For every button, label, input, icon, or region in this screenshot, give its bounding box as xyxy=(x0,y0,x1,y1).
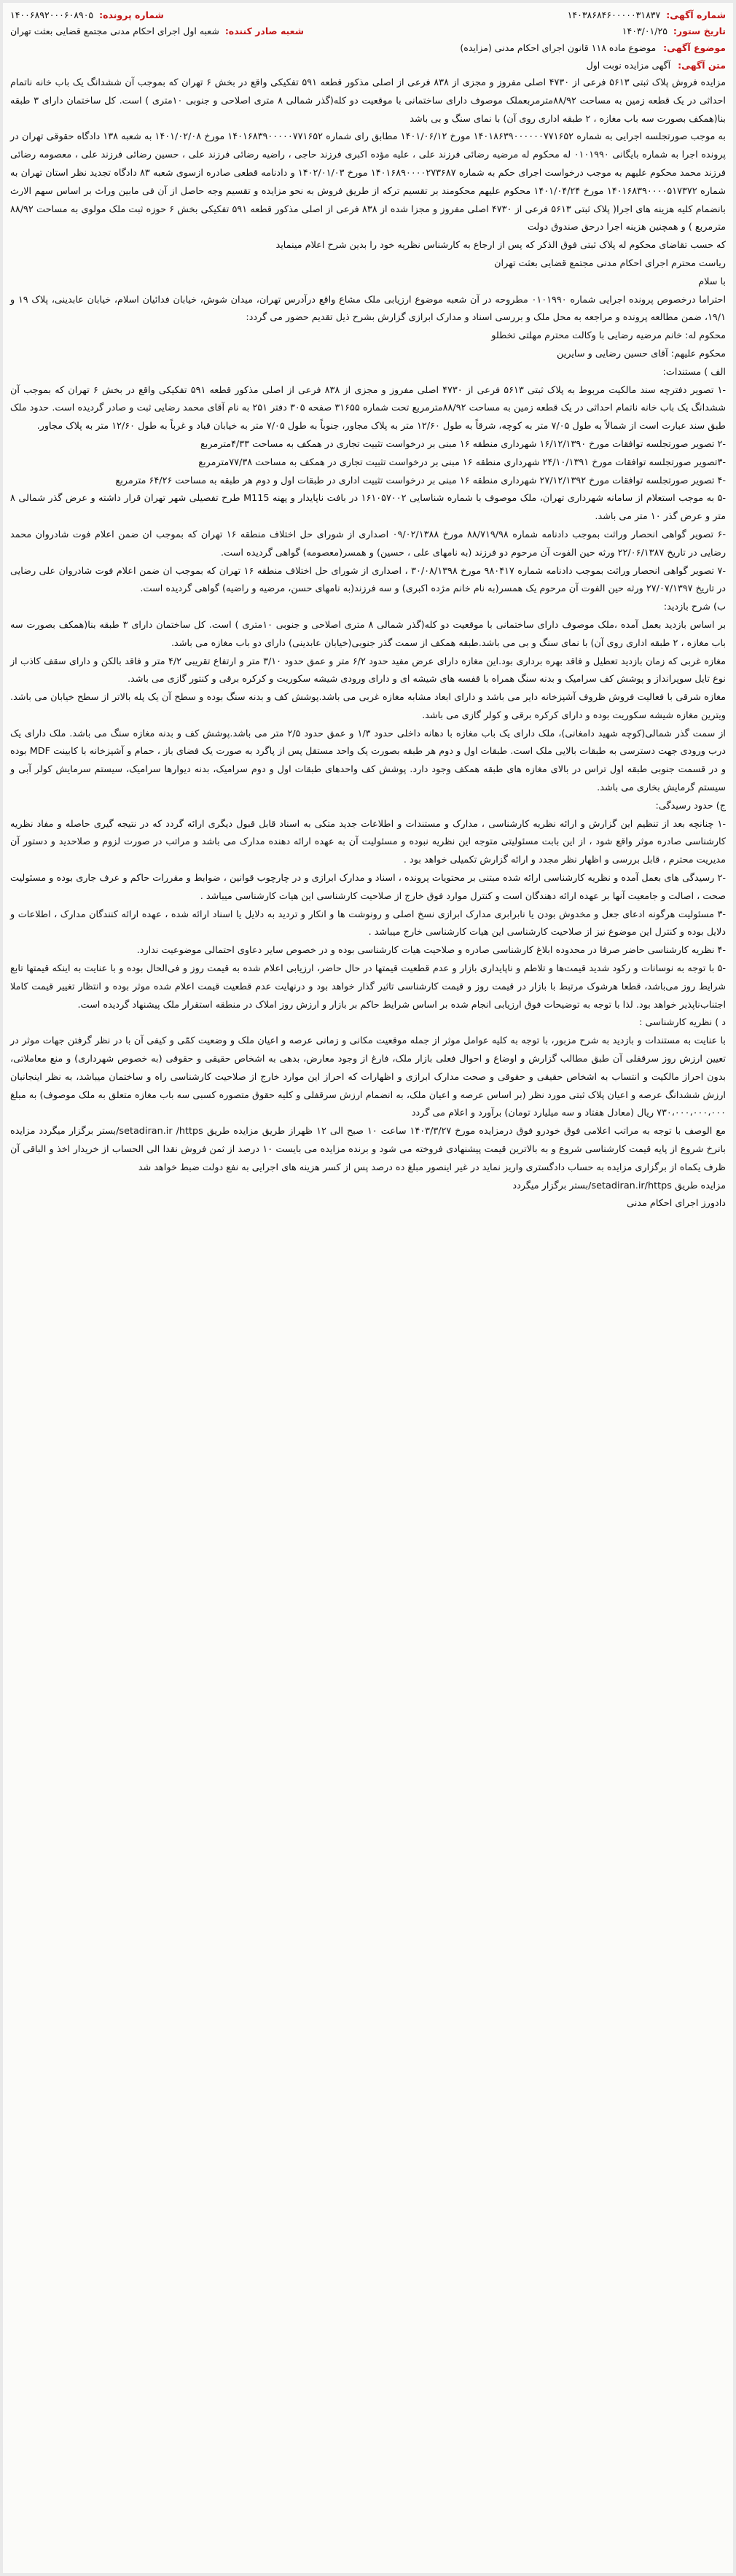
body-paragraph: -۲ تصویر صورتجلسه توافقات مورخ ۱۶/۱۲/۱۳۹۰ شهرداری منطقه ۱۶ مبنی بر درخواست تثبیت تجاری در همکف به مساحت ۴/۳۳مترمربع xyxy=(200,438,726,450)
case-number-value: ۱۴۰۰۶۸۹۲۰۰۰۶۰۸۹۰۵ xyxy=(10,9,94,20)
notice-text-value: آگهی مزایده نوبت اول xyxy=(586,60,671,71)
body-paragraph: مع الوصف با توجه به مراتب اعلامی فوق خودرو فوق درمزایده مورخ ۱۴۰۳/۳/۲۷ ساعت ۱۰ صبح الی ۱۲ ظهراز طریق مزایده طریق setadiran.ir /https/بستر برگزار میگردد مزایده بانرخ شروع از پایه قیمت کارشناسی شروع و به بالاترین قیمت پیشنهادی فروخته می شود و برنده مزایده می بایست ۱۰ درصد از ثمن فروش نقدا الی الحساب از خریدار اخذ و الباقی آن ظرف یکماه از برگزاری مزایده به حساب دادگستری واریز نماید در غیر اینصور مبلغ ده درصد پس از کسر هزینه های اجرایی به نفع دولت ضبط خواهد شد xyxy=(10,1126,726,1173)
body-paragraph: از سمت گذر شمالی(کوچه شهید دامغانی)، ملک دارای یک باب مغازه با دهانه داخلی حدود ۱/۳ و عمق حدود ۲/۵ متر می باشد.پوشش کف و بدنه مغازه سنگ می باشد. ملک دارای یک درب ورودی جهت دسترسی به طبقات بالایی ملک است. طبقات اول و دوم هر طبقه بصورت یک واحد مستقل پس از پاگرد به صورت یک فضای باز ، حمام و آشپزخانه با کابینت MDF بوده و در قسمت جنوبی طبقه اول تراس در بالای مغازه های طبقه همکف وجود دارد. پوشش کف واحدهای طبقات اول و دوم سرامیک، بدنه دیوارها سرامیک، سیستم سرمایش کولر آبی و سیستم گرمایش بخاری می باشد. xyxy=(10,728,726,794)
case-number xyxy=(10,7,164,23)
body-paragraph: -۳ مسئولیت هرگونه ادعای جعل و مخدوش بودن یا نابرابری مدارک ابرازی نسخ اصلی و رونوشت ها و انکار و تردید به دلایل یا اسناد ارائه شده ، عهده ارائه کنندگان مدارک ، اطلاعات و دلایل بوده و کنترل این موضوع نیز از صلاحیت کارشناسی این هیات کارشناسی خارج میباشد . xyxy=(10,908,726,938)
notice-text-title xyxy=(3,57,733,74)
body-paragraph: د ) نظریه کارشناسی : xyxy=(639,1017,726,1029)
issue-date-value: ۱۴۰۳/۰۱/۲۵ xyxy=(622,26,668,36)
body-paragraph: که حسب تقاضای محکوم له پلاک ثبتی فوق الذکر که پس از ارجاع به کارشناس نظریه خود را بدین شرح اعلام مینماید xyxy=(275,240,726,252)
issuing-branch xyxy=(10,23,304,39)
body-paragraph: الف ) مستندات: xyxy=(662,366,726,378)
notice-text-label: متن آگهی: xyxy=(678,60,726,71)
header-row-top xyxy=(10,7,726,23)
notice-subject xyxy=(3,39,733,57)
body-paragraph: دادورز اجرای احکام مدنی xyxy=(627,1198,726,1210)
body-paragraph: -۷ تصویر گواهی انحصار وراثت بموجب دادنامه شماره ۹۸۰۴۱۷ مورخ ۳۰/۰۸/۱۳۹۸ ، اصداری از شورای حل اختلاف منطقه ۱۶ تهران که بموجب ان ضمن اعلام فوت شادروان علی رضایی در تاریخ ۲۷/۰۷/۱۳۹۷ ورثه حین الفوت آن مرحوم یک همسر(به نام خانم مژده اکبری) و سه فرزند(به نامهای حسن، مرضیه و راضیه) گواهی گردیده است. xyxy=(10,565,726,595)
issuing-branch-label: شعبه صادر کننده: xyxy=(224,26,305,36)
body-paragraph: ریاست محترم اجرای احکام مدنی مجتمع قضایی بعثت تهران xyxy=(494,257,726,269)
header-row-bottom xyxy=(10,23,726,39)
body-paragraph: -۶ تصویر گواهی انحصار وراثت بموجب دادنامه شماره ۸۸/۷۱۹/۹۸ مورخ ۰۹/۰۲/۱۳۸۸ اصداری از شورای حل اختلاف منطقه ۱۶ تهران که بموجب ان ضمن اعلام فوت شادروان محمد رضایی در تاریخ ۲۲/۰۶/۱۳۸۷ ورثه حین الفوت آن مرحوم دو فرزند (به نامهای علی ، حسین) و همسر(معصومه) گواهی گردیده است. xyxy=(10,529,726,559)
issue-date xyxy=(622,23,726,39)
body-paragraph: -۵ با توجه به نوسانات و رکود شدید قیمت‌ها و تلاطم و ناپایداری بازار و عدم قطعیت قیمتها در حال حاضر، ارزیابی اعلام شده به قیمت روز و فی‌الحال بوده و با عنایت به اینکه قیمتها تابع شرایط روز می‌باشد، قطعا هرشوک مرتبط با بازار در قیمت روز و قیمت کارشناسی تاثیر گذار خواهد بود و درنهایت عدم قطعیت قیمت اعلام شده موثر بوده و انتظار تغییر قیمت کاملا اجتناب‌ناپذیر خواهد بود. لذا با توجه به توضیحات فوق ارزیابی انجام شده بر اساس شرایط حاکم بر بازار و ارزش روز املاک در منطقه استقرار ملک پیشنهاد گردیده است. xyxy=(10,963,726,1011)
case-number-label: شماره پرونده: xyxy=(99,9,164,20)
body-paragraph: مغازه غربی که زمان بازدید تعطیل و فاقد بهره برداری بود.این مغازه دارای عرض مفید حدود ۶/۲ متر و عمق حدود ۳/۱۰ متر و ارتفاع تقریبی ۴/۲ متر و فاقد بالکن و دارای سقف کاذب از نوع تایل سوپرانداز و پوشش کف سرامیک و بدنه سنگ همراه با قفسه های شیشه ای و دارای ورودی شیشه سکوریت و کرکره برقی و کنتور گازی می باشد. xyxy=(10,655,727,685)
body-paragraph: مغازه شرقی با فعالیت فروش ظروف آشپزخانه دایر می باشد و دارای ابعاد مشابه مغازه غربی می باشد.پوشش کف و بدنه سنگ بوده و سطح آن یک پله بالاتر از سطح خیابان می باشد. ویترین مغازه شیشه سکوریت بوده و دارای کرکره برقی و کولر گازی می باشد. xyxy=(10,692,726,721)
body-paragraph: بر اساس بازدید بعمل آمده ،ملک موصوف دارای ساختمانی با موقعیت دو کله(گذر شمالی ۸ متری اصلاحی و جنوبی ۱۰متری ) است. کل ساختمان دارای ۳ طبقه بنا(همکف بصورت سه باب مغازه ، ۲ طبقه اداری روی آن) با نمای سنگ و بی می باشد.طبقه همکف از سمت گذر جنوبی(خیابان عابدینی) دارای دو باب مغازه می باشد. xyxy=(10,619,727,649)
announcement-page xyxy=(3,3,733,2573)
body-paragraph: مزایده طریق setadiran.ir/https/بستر برگزار میگردد xyxy=(512,1180,726,1191)
notice-body xyxy=(3,74,733,1213)
body-paragraph: -۵ به موجب استعلام از سامانه شهرداری تهران، ملک موصوف با شماره شناسایی ۱۶۱۰۵۷۰۰۲ در بافت ناپایدار و پهنه M115 طرح تفصیلی شهر تهران قرار داشته و عرض گذر شمالی ۸ متر و عرض گذر ۱۰ متر می باشد. xyxy=(10,493,726,523)
notice-number-value: ۱۴۰۳۸۶۸۴۶۰۰۰۰۰۳۱۸۳۷ xyxy=(567,9,661,20)
issuing-branch-value: شعبه اول اجرای احکام مدنی مجتمع قضایی بعثت تهران xyxy=(10,26,219,36)
issue-date-label: تاریخ ستور: xyxy=(673,26,726,36)
body-paragraph: -۲ رسیدگی های بعمل آمده و نظریه کارشناسی ارائه شده مبتنی بر محتویات پرونده ، اسناد و مدارک ابرازی و در چارچوب قوانین ، ضوابط و مقررات حاکم و عرف جاری بوده و مسئولیت صحت ، اصالت و جامعیت آنها بر عهده ارائه دهندگان است و کنترل موارد فوق خارج از صلاحیت کارشناسی این هیات کارشناسی میباشد . xyxy=(10,873,726,902)
body-paragraph: ب) شرح بازدید: xyxy=(663,602,726,613)
body-paragraph: -۱ تصویر دفترچه سند مالکیت مربوط به پلاک ثبتی ۵۶۱۳ فرعی از ۴۷۳۰ اصلی مفروز و مجزی از ۸۳۸ فرعی از اصلی مذکور قطعه ۵۹۱ تفکیکی واقع در بخش ۶ تهران که بموجب آن ششدانگ یک باب خانه ناتمام احداثی در یک قطعه زمین به مساحت ۸۸/۹۲مترمربع تحت شماره ۳۱۶۵۵ صفحه ۳۰۵ دفتر ۲۵۱ به نام آقای محمد رضایی ثبت و صادر گردیده است. حدود ملک طبق سند عبارت است از شمالاً به طول ۷/۰۵ متر به کوچه، شرقاً به طول ۱۲/۶۰ متر به پلاک مجاور، جنوباً به طول ۷/۰۵ متر به خیابان قباد و غرباً به طول ۱۲/۶۰ متر به پلاک مجاور. xyxy=(10,384,727,432)
body-paragraph: ج) حدود رسیدگی: xyxy=(655,800,726,812)
body-paragraph: احتراما درخصوص پرونده اجرایی شماره ۰۱۰۱۹۹۰ مطروحه در آن شعبه موضوع ارزیابی ملک مشاع واقع درآدرس تهران، میدان شوش، خیابان فدائیان اسلام، خیابان عابدینی، پلاک ۱۹ و ۱۹/۱، ضمن مطالعه پرونده و مراجعه به محل ملک و بررسی اسناد و مدارک ابرازی گزارش بشرح ذیل تقدیم حضور می گردد: xyxy=(10,294,726,324)
notice-number xyxy=(568,7,726,23)
body-paragraph: -۴ تصویر صورتجلسه توافقات مورخ ۲۷/۱۲/۱۳۹۲ شهرداری منطقه ۱۶ مبنی بر درخواست تثبیت اداری در طبقات اول و دوم هر طبقه به مساحت ۶۴/۲۶ مترمربع xyxy=(115,475,726,486)
notice-subject-label: موضوع آگهی: xyxy=(663,42,726,53)
body-paragraph: مزایده فروش پلاک ثبتی ۵۶۱۳ فرعی از ۴۷۳۰ اصلی مفروز و مجزی از ۸۳۸ فرعی از اصلی مذکور قطعه ۵۹۱ تفکیکی واقع در بخش ۶ تهران که بموجب آن ششدانگ یک باب خانه ناتمام احداثی در یک قطعه زمین به مساحت ۸۸/۹۲مترمربعملک موصوف دارای ساختمانی با موقعیت دو کله(گذر شمالی ۸ متری اصلاحی و جنوبی ۱۰متری ) است. کل ساختمان دارای ۳ طبقه بنا(همکف بصورت سه باب مغازه ، ۲ طبقه اداری روی آن) با نمای سنگ و بی باشد xyxy=(10,77,726,125)
body-paragraph: -۳تصویر صورتجلسه توافقات مورخ ۲۴/۱۰/۱۳۹۱ شهرداری منطقه ۱۶ مبنی بر درخواست تثبیت تجاری در همکف به مساحت ۷۷/۳۸مترمربع xyxy=(198,456,726,468)
body-paragraph: محکوم علیهم: آقای حسین رضایی و سایرین xyxy=(557,348,726,359)
header xyxy=(3,3,733,39)
body-paragraph: -۱ چنانچه بعد از تنظیم این گزارش و ارائه نظریه کارشناسی ، مدارک و مستندات و اطلاعات جدید متکی به اسناد قابل قبول دیگری ارائه گردد که در نتیجه گیری حاصله و مفاد نظریه کارشناسی صادره موثر واقع شود ، از این بابت مسئولیتی متوجه این نظریه نبوده و مسئولیت آن به عهده ارائه دهنده مدارک می باشد و مراتب در صورت لزوم و صلاحدید و دستور آن مدیریت محترم ، قابل بررسی و اظهار نظر مجدد و ارائه گزارش تکمیلی خواهد بود . xyxy=(10,818,726,866)
body-paragraph: -۴ نظریه کارشناسی حاضر صرفا در محدوده ابلاغ کارشناسی صادره و صلاحیت هیات کارشناسی بوده و در خصوص سایر دعاوی احتمالی موضوعیت ندارد. xyxy=(136,945,726,957)
body-paragraph: محکوم له: خانم مرضیه رضایی با وکالت محترم مهلتی تخطلو xyxy=(491,330,726,342)
notice-number-label: شماره آگهی: xyxy=(666,9,726,20)
body-paragraph: با سلام xyxy=(698,276,726,287)
body-paragraph: به موجب صورتجلسه اجرایی به شماره ۱۴۰۱۸۶۳۹۰۰۰۰۰۰۷۷۱۶۵۲ مورخ ۱۴۰۱/۰۶/۱۲ مطابق رای شماره ۱۴۰۱۶۸۳۹۰۰۰۰۰۷۷۱۶۵۲ مورخ ۱۴۰۱/۰۲/۰۸ به شعبه ۱۳۸ دادگاه حقوقی تهران در پرونده اجرا به شماره بایگانی ۰۱۰۱۹۹۰ له محکوم له مرضیه رضائی فرزند علی ، علیه مؤده اکبری فرزند حاجی ، راضیه رضائی فرزند علی ، حسین رضائی فرزند علی ، معصومه رضائی فرزند محمد محکوم علیهم به موجب درخواست اجرای حکم به شماره ۱۴۰۱۶۸۹۰۰۰۰۲۷۳۶۸۷ مورخ ۱۴۰۲/۰۱/۰۳ و دادنامه قطعی صادره ازسوی شعبه ۸۳ دادگاه تجدید نظر استان تهران به شماره ۱۴۰۱۶۸۳۹۰۰۰۰۵۱۷۳۷۲ مورخ ۱۴۰۱/۰۴/۲۴ محکوم علیهم محکومند بر تقسیم ترکه از طریق فروش به نحو مزایده و تقسیم وجه حاصل از آن فی مابین وراث بر اساس سهم الارث بانضمام کلیه هزینه های اجرا( پلاک ثبتی ۵۶۱۳ فرعی از ۴۷۳۰ اصلی مفروز و مجزا شده از ۸۳۸ فرعی از اصلی مذکور قطعه ۵۹۱ تفکیکی بخش ۶ حوزه ثبت ملک مولوی به مساحت ۸۸/۹۲ مترمربع ) و همچنین هزینه اجرا درحق صندوق دولت xyxy=(10,131,726,233)
notice-subject-value: موضوع ماده ۱۱۸ قانون اجرای احکام مدنی (مزایده) xyxy=(460,42,657,53)
body-paragraph: با عنایت به مستندات و بازدید به شرح مزبور، با توجه به کلیه عوامل موثر از جمله موقعیت مکانی و زمانی عرصه و اعیان ملک و وضعیت کمّی و کیفی آن با در نظر گرفتن جهات موثر در تعیین ارزش روز سرقفلی آن طبق مطالب گزارش و اوضاع و احوال فعلی بازار ملک، فارغ از وجود معارض، بدهی به اشخاص حقیقی و حقوقی (به خصوص شهرداری) و منع معاملاتی، بدون احراز مالکیت و انتساب به اشخاص حقیقی و حقوقی و صحت مدارک ابرازی و اظهارات که احراز این موارد خارج از صلاحیت کارشناسی راه و ساختمان میباشد، به نظر اینجانبان ارزش ششدانگ عرصه و اعیان پلاک ثبتی مورد نظر (بر اساس عرصه و اعیان ملک، به انضمام ارزش سرقفلی و کلیه حقوق متصوره کسبی سه باب مغازه متعلق به ملک موصوف) به مبلغ ۷۳۰،۰۰۰،۰۰۰،۰۰۰ ریال (معادل هفتاد و سه میلیارد تومان) برآورد و اعلام می گردد xyxy=(10,1035,726,1119)
